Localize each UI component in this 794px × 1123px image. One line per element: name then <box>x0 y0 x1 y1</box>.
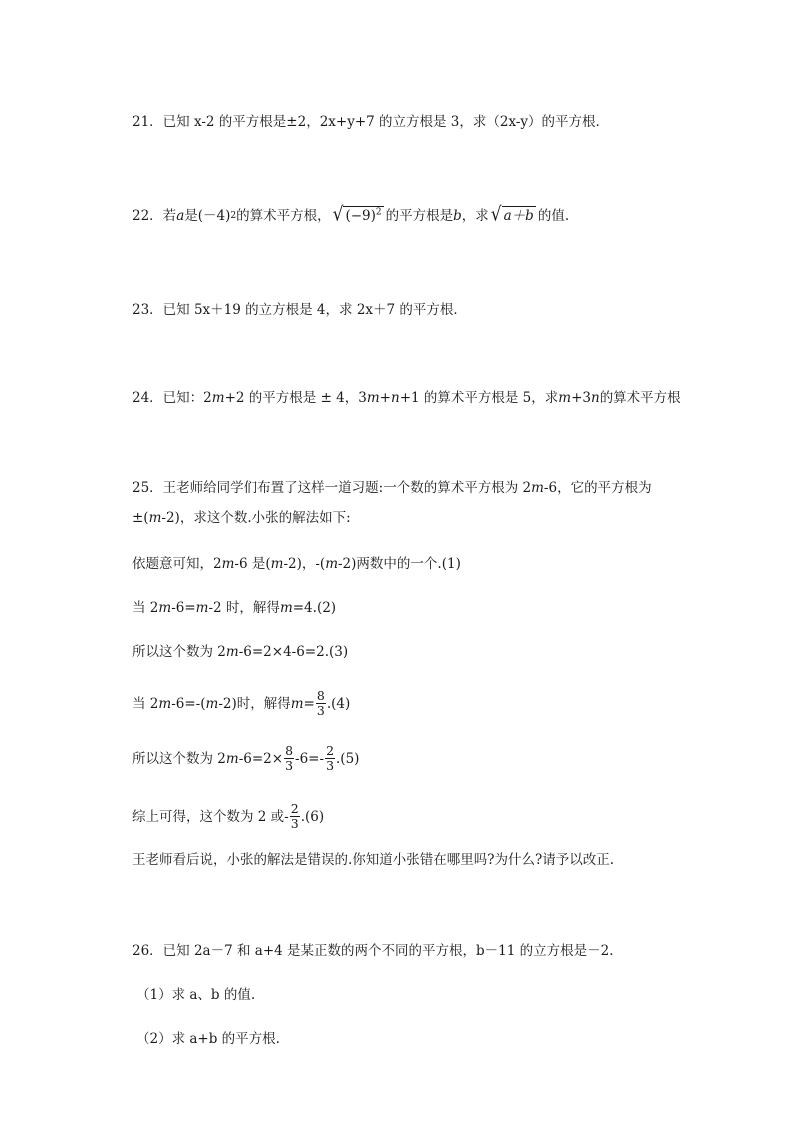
variable-m: m <box>221 556 235 572</box>
sqrt-expression <box>332 202 384 226</box>
step-text: -2)，-( <box>283 556 326 572</box>
step-text: 所以这个数为 2 <box>132 750 226 767</box>
solution-step-6 <box>132 802 324 831</box>
solution-step-1 <box>132 554 461 574</box>
variable-m: m <box>531 480 544 496</box>
step-text: -2)时，解得 <box>218 695 291 712</box>
fraction <box>290 802 300 831</box>
question-26-part-1 <box>136 985 255 1005</box>
question-24-text: 24．已知：2 <box>132 390 212 406</box>
radical-sign: √ <box>490 202 502 226</box>
variable-m: m <box>225 750 239 767</box>
question-26-part-2-text: （2）求 a+b 的平方根. <box>136 1031 280 1047</box>
variable-m: m <box>211 390 225 406</box>
question-25-line-1 <box>132 478 652 498</box>
question-22: 22．若 a 是(－4) 2 的算术平方根， √ $(-9)^2$ 的平方根是 b ，求 √ a＋b 的值. <box>132 202 570 226</box>
question-26-text: 26．已知 2a－7 和 a+4 是某正数的两个不同的平方根，b－11 的立方根是－2. <box>132 943 614 959</box>
step-text: = <box>303 695 315 712</box>
question-25-text: ±( <box>132 510 149 526</box>
question-25-text: 王老师看后说，小张的解法是错误的.你知道小张错在哪里吗?为什么?请予以改正. <box>132 852 615 868</box>
step-text: -6= <box>171 600 196 616</box>
variable-m: m <box>366 390 380 406</box>
step-text: -6=- <box>295 750 325 767</box>
solution-step-2 <box>132 598 336 618</box>
variable-m: m <box>195 600 209 616</box>
variable-n: n <box>390 390 400 406</box>
variable-a: a <box>176 208 185 224</box>
question-25-text: -2)，求这个数.小张的解法如下: <box>161 510 351 526</box>
question-23 <box>132 300 467 320</box>
fraction-numerator: 2 <box>326 743 335 758</box>
fraction <box>284 744 294 773</box>
step-text: 依题意可知，2 <box>132 556 222 572</box>
radicand: $(-9)^2$ <box>345 207 382 224</box>
variable-m: m <box>225 644 239 660</box>
fraction-numerator: 8 <box>285 743 294 758</box>
question-24-text: +3 <box>571 390 591 406</box>
step-text: =4.(2) <box>292 600 337 616</box>
question-24-text: +2 的平方根是 ± 4，3 <box>224 390 367 406</box>
question-22-text: 是(－4) <box>184 208 231 224</box>
step-text: -6=-( <box>171 695 206 712</box>
variable-m: m <box>290 695 304 712</box>
fraction <box>316 689 326 718</box>
fraction-denominator: 3 <box>326 758 335 773</box>
question-21 <box>132 112 609 132</box>
question-22-text: 的值. <box>537 208 570 224</box>
step-text: -6=2× <box>238 750 284 767</box>
question-25-prompt <box>132 850 614 870</box>
variable-m: m <box>158 695 172 712</box>
question-21-text: 21．已知 x-2 的平方根是±2，2x+y+7 的立方根是 3，求（2x-y）的平方根． <box>132 114 610 130</box>
fraction <box>325 744 335 773</box>
question-26-part-1-text: （1）求 a、b 的值. <box>136 987 256 1003</box>
solution-step-3 <box>132 642 348 662</box>
solution-step-5 <box>132 744 359 773</box>
question-23-text: 23．已知 5x＋19 的立方根是 4，求 2x＋7 的平方根． <box>132 302 467 318</box>
variable-m: m <box>158 600 172 616</box>
question-22-text: ，求 <box>461 208 489 224</box>
variable-m: m <box>205 695 219 712</box>
step-text: -2 时，解得 <box>208 600 280 616</box>
variable-m: m <box>148 510 162 526</box>
sqrt-expression <box>490 202 536 226</box>
fraction-denominator: 3 <box>290 816 299 831</box>
solution-step-4 <box>132 689 350 718</box>
question-25-text: 25．王老师给同学们布置了这样一道习题:一个数的算术平方根为 2 <box>132 480 532 496</box>
step-text: -6=2×4-6=2.(3) <box>238 644 349 660</box>
radicand: a＋b <box>503 207 534 224</box>
step-text: 当 2 <box>132 600 159 616</box>
step-text: 当 2 <box>132 695 159 712</box>
question-26-part-2 <box>136 1029 280 1049</box>
step-text: -2)两数中的一个.(1) <box>338 556 461 572</box>
question-25-text: -6，它的平方根为 <box>543 480 652 496</box>
question-22-text: 的算术平方根， <box>236 208 331 224</box>
fraction-denominator: 3 <box>285 758 294 773</box>
question-24 <box>132 388 681 408</box>
fraction-numerator: 8 <box>316 688 325 703</box>
question-24-text: +1 的算术平方根是 5，求 <box>399 390 559 406</box>
step-text: .(6) <box>300 808 325 825</box>
step-text: 所以这个数为 2 <box>132 644 226 660</box>
question-25-line-2 <box>132 508 351 528</box>
step-text: -6 是( <box>234 556 271 572</box>
fraction-denominator: 3 <box>316 703 325 718</box>
step-text: .(4) <box>326 695 351 712</box>
variable-m: m <box>325 556 338 572</box>
question-24-text: + <box>379 390 391 406</box>
variable-m: m <box>279 600 293 616</box>
question-24-text: 的算术平方根 <box>599 390 681 406</box>
question-26 <box>132 941 614 961</box>
fraction-numerator: 2 <box>290 801 299 816</box>
variable-m: m <box>270 556 284 572</box>
radical-sign: √ <box>332 202 344 226</box>
variable-n: n <box>590 390 600 406</box>
step-text: .(5) <box>336 750 360 767</box>
variable-m: m <box>558 390 572 406</box>
question-22-number: 22．若 <box>132 208 177 224</box>
step-text: 综上可得，这个数为 2 或- <box>132 808 289 825</box>
question-22-text: 的平方根是 <box>385 208 454 224</box>
variable-b: b <box>453 208 462 224</box>
